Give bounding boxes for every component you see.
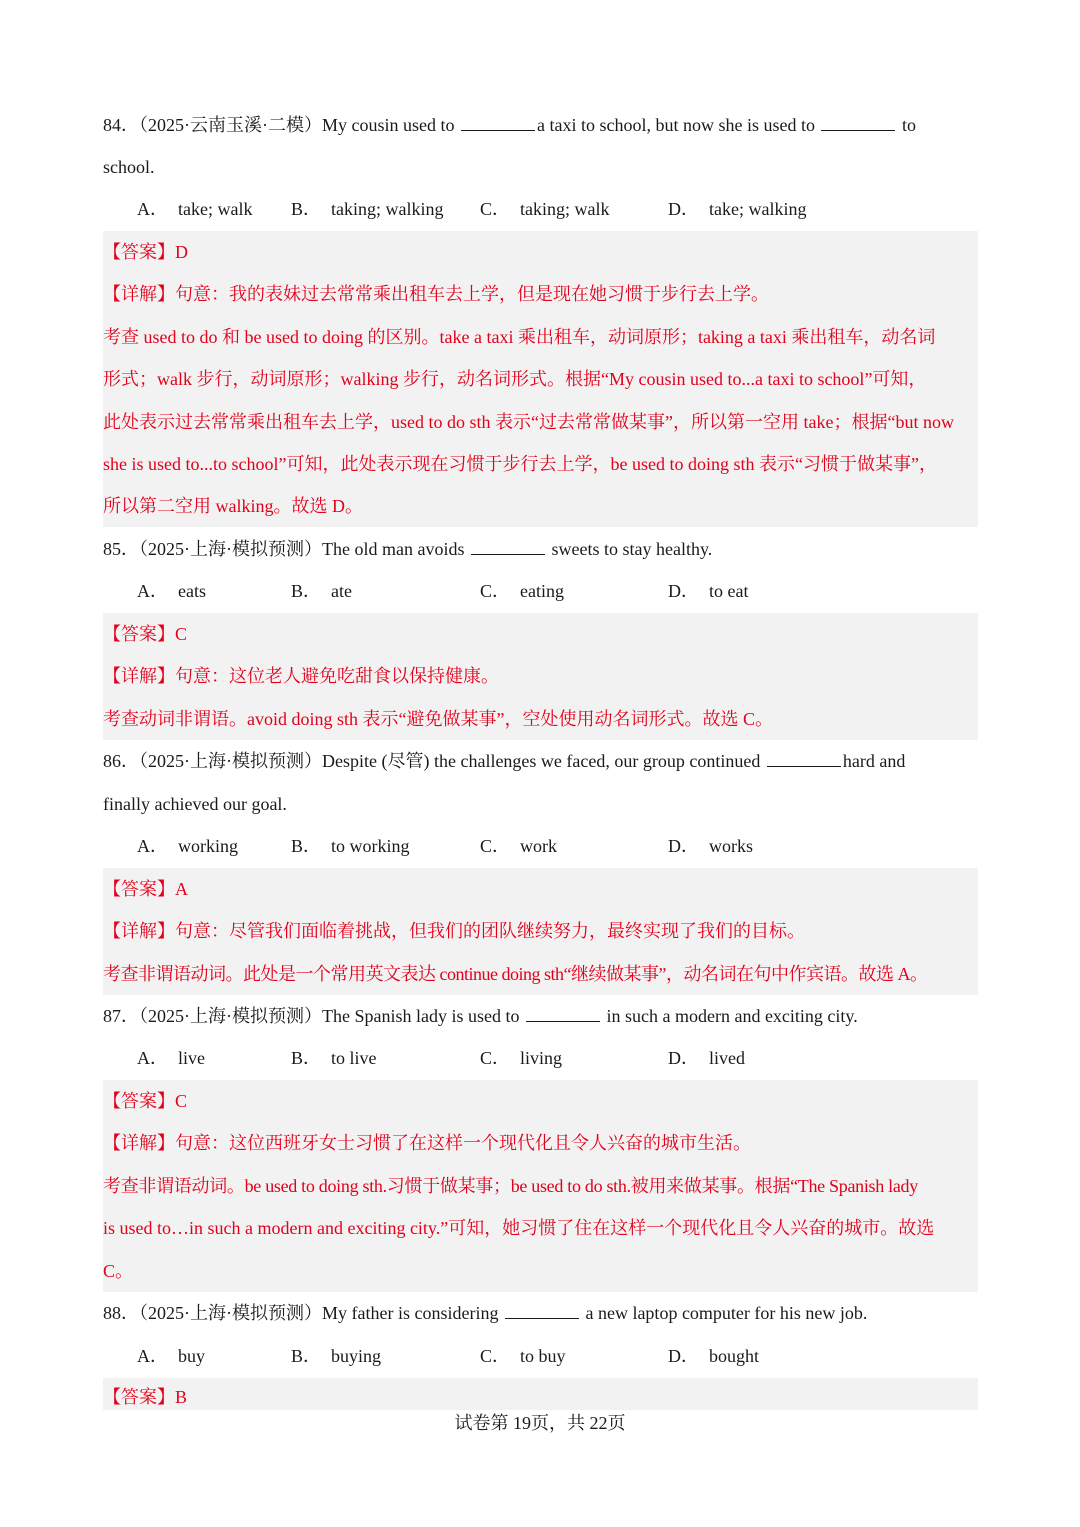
detail-line: 【详解】句意：这位老人避免吃甜食以保持健康。: [103, 666, 499, 686]
question-source: （2025·上海·模拟预测）: [139, 539, 322, 559]
stem-text: a taxi to school, but now she is used to: [537, 115, 820, 135]
question-85-stem: [103, 528, 978, 570]
question-86-stem-continued: finally achieved our goal.: [103, 794, 287, 814]
detail-line: C。: [103, 1261, 134, 1281]
option-a: A． working: [137, 836, 238, 856]
answer-line: 【答案】C: [103, 1091, 188, 1111]
question-number: 85．: [103, 539, 139, 559]
stem-text: a new laptop computer for his new job.: [580, 1303, 868, 1323]
option-d: D． bought: [668, 1346, 760, 1366]
option-b: B． taking; walking: [291, 199, 444, 219]
detail-line: 考查 used to do 和 be used to doing 的区别。take a taxi 乘出租车，动词原形；taking a taxi 乘出租车，动名词: [103, 327, 936, 347]
stem-text: My cousin used to: [322, 115, 459, 135]
option-c: C． taking; walk: [480, 199, 610, 219]
detail-line: 考查非谓语动词。此处是一个常用英文表达 continue doing sth“继续做某事”，动名词在句中作宾语。故选 A。: [103, 964, 928, 984]
stem-text: sweets to stay healthy.: [546, 539, 713, 559]
question-85-answer-box: [103, 613, 978, 740]
detail-line: 此处表示过去常常乘出租车去上学，used to do sth 表示“过去常常做某事”，所以第一空用 take；根据“but now: [103, 412, 954, 432]
question-88-options: [137, 1335, 977, 1377]
answer-line: 【答案】D: [103, 242, 188, 262]
stem-text: The Spanish lady is used to: [322, 1006, 524, 1026]
option-c: C． living: [480, 1048, 563, 1068]
answer-blank: [505, 1302, 579, 1319]
option-a: A． buy: [137, 1346, 205, 1366]
question-86-stem: [103, 740, 978, 782]
option-c: C． to buy: [480, 1346, 566, 1366]
question-85-options: [137, 570, 977, 612]
question-source: （2025·云南玉溪·二模）: [139, 115, 322, 135]
detail-line: 形式；walk 步行，动词原形；walking 步行，动名词形式。根据“My cousin used to...a taxi to school”可知，: [103, 369, 927, 389]
detail-line: 考查动词非谓语。avoid doing sth 表示“避免做某事”，空处使用动名词形式。故选 C。: [103, 709, 773, 729]
stem-text: My father is considering: [322, 1303, 503, 1323]
question-number: 84．: [103, 115, 139, 135]
option-b: B． ate: [291, 581, 352, 601]
question-87-options: [137, 1037, 977, 1079]
stem-text: hard and: [842, 751, 906, 771]
question-84-stem: [103, 104, 978, 146]
option-b: B． to live: [291, 1048, 377, 1068]
answer-line: 【答案】B: [103, 1387, 188, 1407]
option-a: A． take; walk: [137, 199, 253, 219]
answer-blank: [461, 114, 535, 131]
detail-line: she is used to...to school”可知，此处表示现在习惯于步行去上学，be used to doing sth 表示“习惯于做某事”，: [103, 454, 937, 474]
answer-blank: [767, 750, 841, 767]
question-84-answer-box: [103, 231, 978, 527]
stem-text: to: [897, 115, 916, 135]
stem-text: The old man avoids: [322, 539, 469, 559]
answer-blank: [471, 538, 545, 555]
answer-blank: [821, 114, 895, 131]
answer-line: 【答案】A: [103, 879, 188, 899]
option-a: A． live: [137, 1048, 205, 1068]
stem-text: in such a modern and exciting city.: [601, 1006, 858, 1026]
question-86-answer-box: [103, 868, 978, 995]
question-88-stem: [103, 1292, 978, 1334]
question-number: 87．: [103, 1006, 139, 1026]
answer-blank: [526, 1005, 600, 1022]
option-b: B． buying: [291, 1346, 382, 1366]
detail-line: 所以第二空用 walking。故选 D。: [103, 496, 363, 516]
detail-line: 【详解】句意：尽管我们面临着挑战，但我们的团队继续努力，最终实现了我们的目标。: [103, 921, 805, 941]
question-number: 88．: [103, 1303, 139, 1323]
page-footer: 试卷第 19页，共 22页: [454, 1413, 626, 1433]
option-c: C． eating: [480, 581, 564, 601]
question-source: （2025·上海·模拟预测）: [139, 1303, 322, 1323]
question-source: （2025·上海·模拟预测）: [139, 1006, 322, 1026]
question-87-answer-box: [103, 1080, 978, 1292]
question-number: 86．: [103, 751, 139, 771]
detail-line: 考查非谓语动词。be used to doing sth.习惯于做某事；be used to do sth.被用来做某事。根据“The Spanish lady: [103, 1176, 918, 1196]
option-d: D． take; walking: [668, 199, 807, 219]
answer-line: 【答案】C: [103, 624, 188, 644]
stem-text: Despite (尽管) the challenges we faced, our group continued: [322, 751, 765, 771]
detail-line: 【详解】句意：我的表妹过去常常乘出租车去上学，但是现在她习惯于步行去上学。: [103, 284, 769, 304]
option-a: A． eats: [137, 581, 206, 601]
question-86-options: [137, 825, 977, 867]
option-c: C． work: [480, 836, 558, 856]
option-d: D． lived: [668, 1048, 745, 1068]
option-b: B． to working: [291, 836, 410, 856]
detail-line: is used to…in such a modern and exciting city.”可知，她习惯了住在这样一个现代化且令人兴奋的城市。故选: [103, 1218, 935, 1238]
option-d: D． works: [668, 836, 753, 856]
question-87-stem: [103, 995, 978, 1037]
question-84-stem-continued: school.: [103, 157, 155, 177]
detail-line: 【详解】句意：这位西班牙女士习惯了在这样一个现代化且令人兴奋的城市生活。: [103, 1133, 751, 1153]
question-84-options: [137, 188, 977, 230]
question-source: （2025·上海·模拟预测）: [139, 751, 322, 771]
option-d: D． to eat: [668, 581, 749, 601]
